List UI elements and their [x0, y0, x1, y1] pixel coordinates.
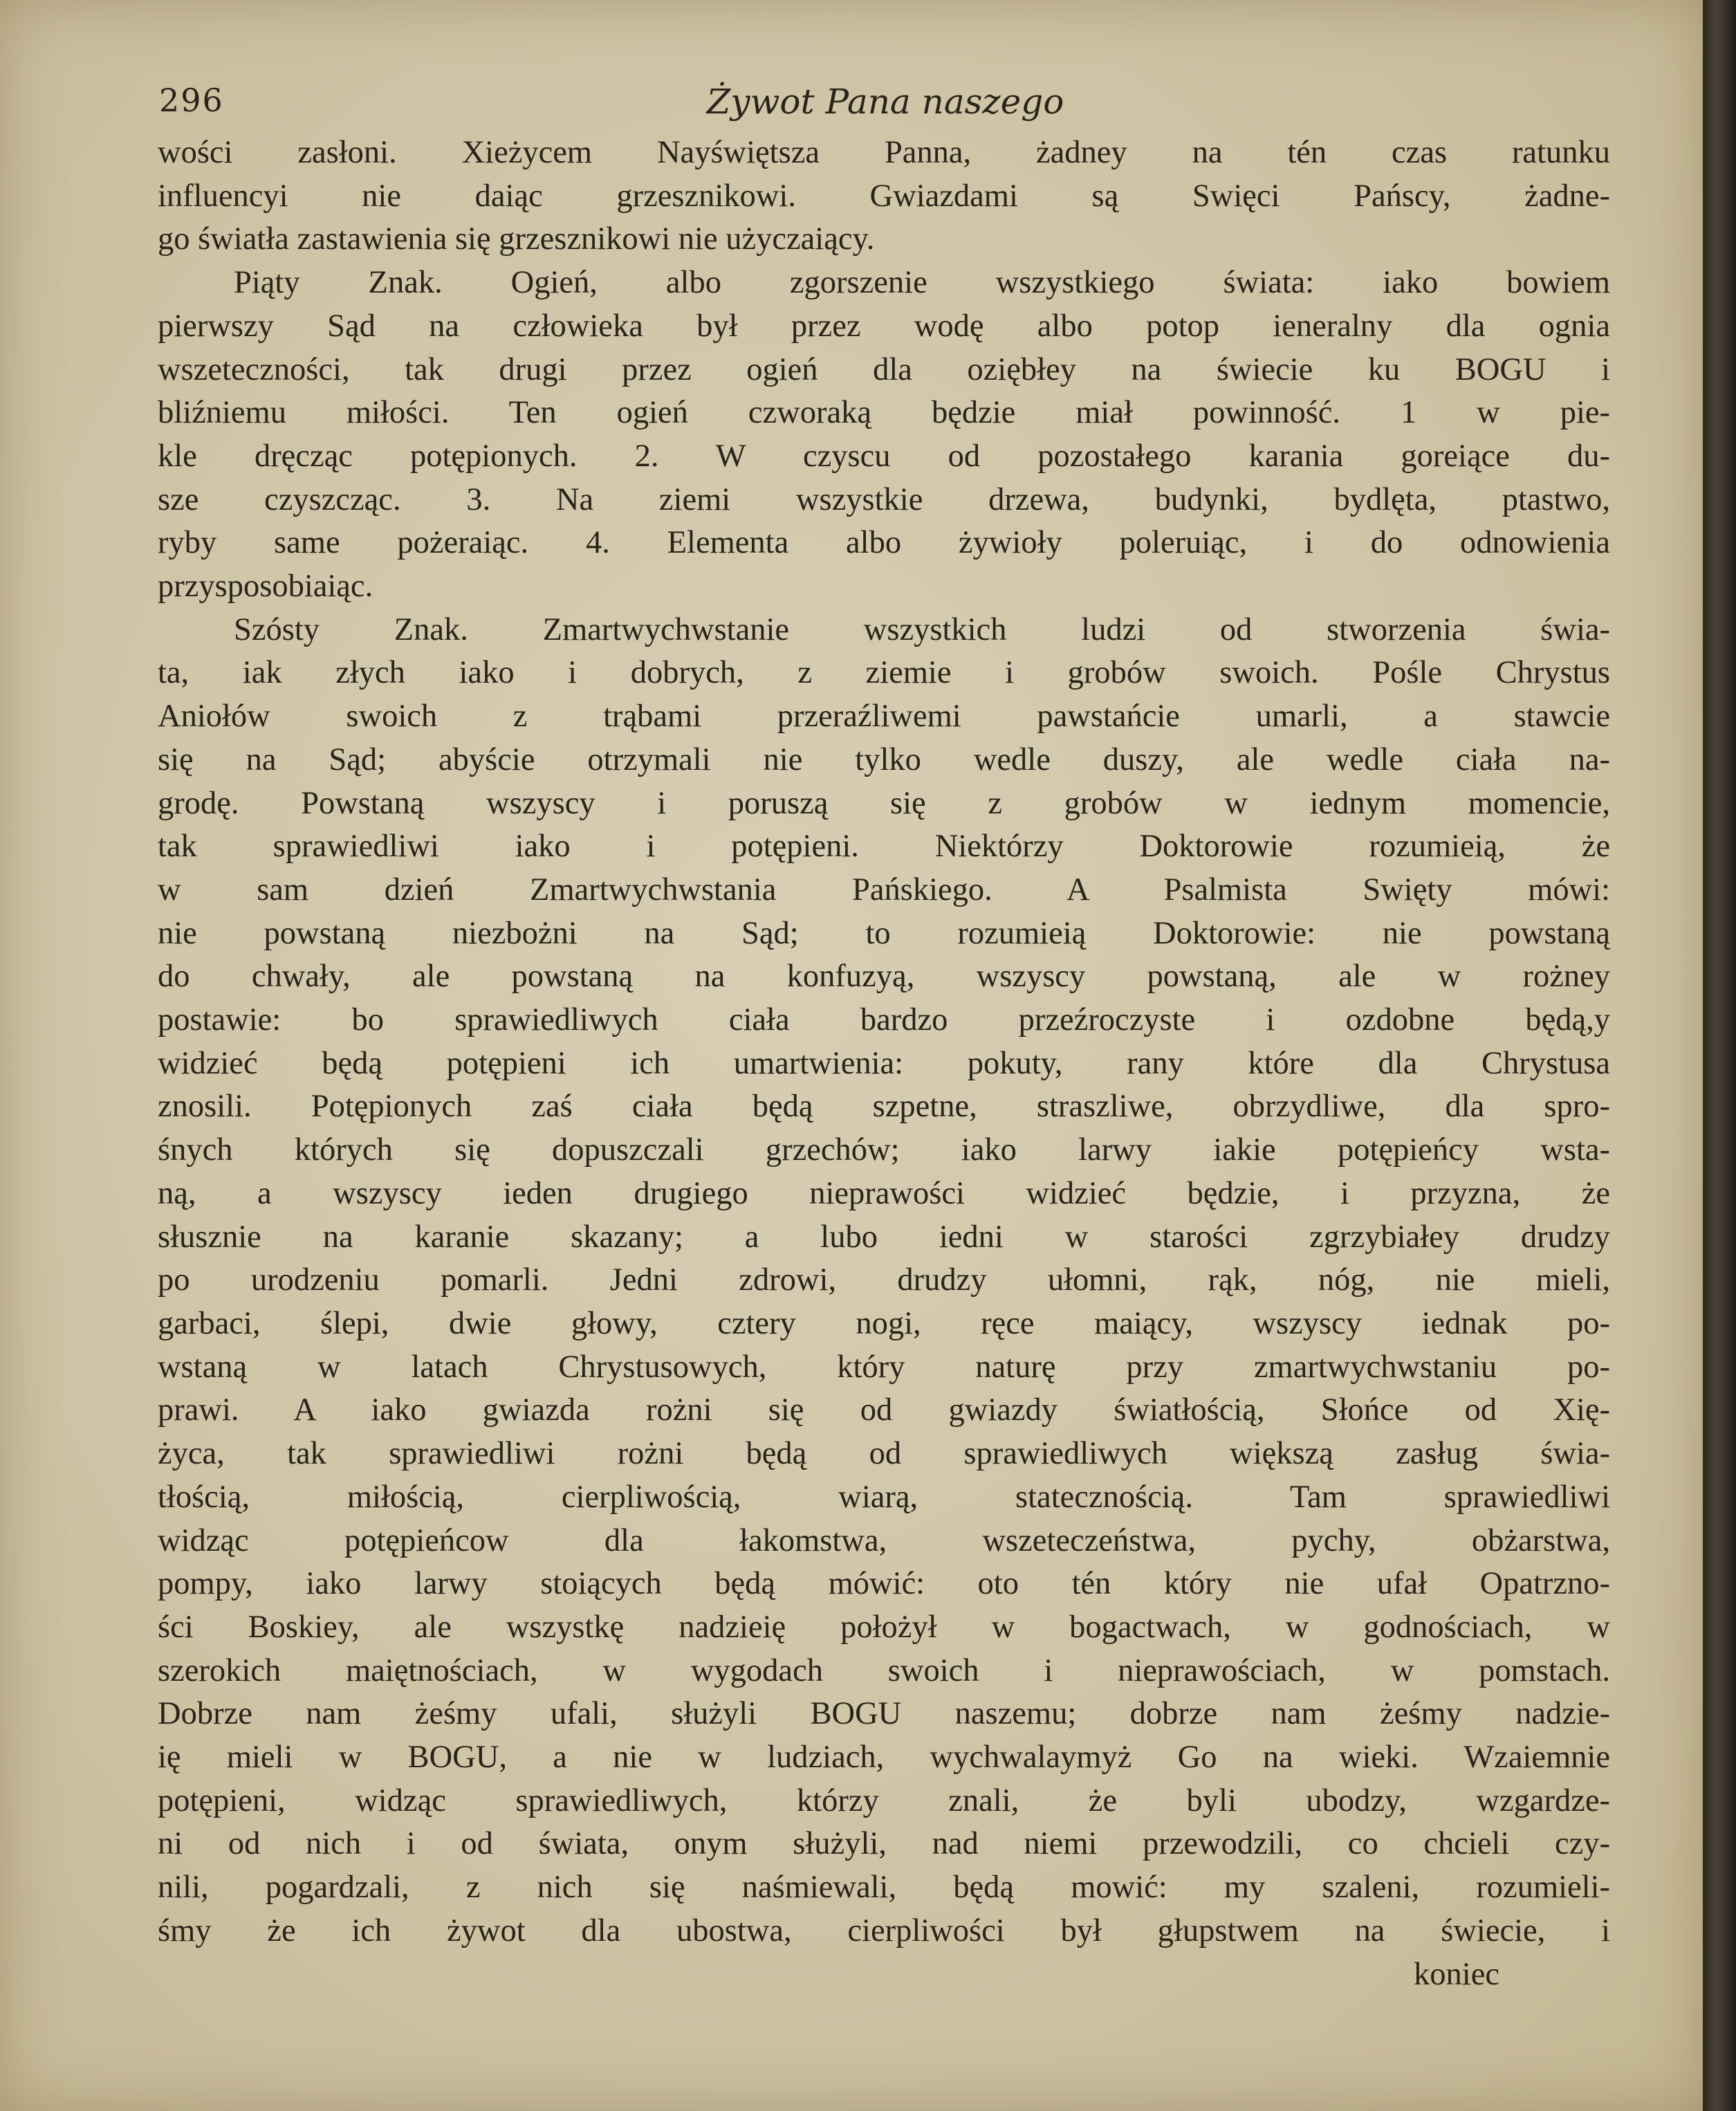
- text-line: nie powstaną niezbożni na Sąd; to rozumieią Doktorowie: nie powstaną: [158, 915, 1610, 951]
- text-line: szerokich maiętnościach, w wygodach swoich i nieprawościach, w pomstach.: [158, 1652, 1610, 1688]
- text-line: ię mieli w BOGU, a nie w ludziach, wychwalaymyż Go na wieki. Wzaiemnie: [158, 1740, 1610, 1776]
- paragraph-start-line: Piąty Znak. Ogień, albo zgorszenie wszystkiego świata: iako bowiem: [234, 265, 1610, 301]
- text-line: widzieć będą potępieni ich umartwienia: pokuty, rany które dla Chrystusa: [158, 1045, 1610, 1081]
- text-line: wszeteczności, tak drugi przez ogień dla oziębłey na świecie ku BOGU i: [158, 351, 1610, 387]
- text-line: influencyi nie daiąc grzesznikowi. Gwiazdami są Swięci Pańscy, żadne-: [158, 178, 1610, 214]
- text-line: widząc potępieńcow dla łakomstwa, wszeteczeństwa, pychy, obżarstwa,: [158, 1522, 1610, 1558]
- body-text: [158, 131, 1610, 1996]
- text-line: sze czyszcząc. 3. Na ziemi wszystkie drzewa, budynki, bydlęta, ptastwo,: [158, 481, 1610, 517]
- text-line: życa, tak sprawiedliwi rożni będą od sprawiedliwych większą zasług świa-: [158, 1436, 1610, 1472]
- text-line: ną, a wszyscy ieden drugiego nieprawości widzieć będzie, i przyzna, że: [158, 1175, 1610, 1211]
- book-spine: [1703, 0, 1736, 2111]
- text-line: tak sprawiedliwi iako i potępieni. Niektórzy Doktorowie rozumieią, że: [158, 829, 1610, 865]
- text-line: Dobrze nam żeśmy ufali, służyli BOGU naszemu; dobrze nam żeśmy nadzie-: [158, 1696, 1610, 1732]
- text-line: grodę. Powstaną wszyscy i poruszą się z grobów w iednym momencie,: [158, 785, 1610, 821]
- text-line: postawie: bo sprawiedliwych ciała bardzo przeźroczyste i ozdobne będą,y: [158, 1002, 1610, 1038]
- text-line: potępieni, widząc sprawiedliwych, którzy znali, że byli ubodzy, wzgardze-: [158, 1782, 1610, 1818]
- running-title: Żywot Pana naszego: [706, 82, 1064, 122]
- text-line: słusznie na karanie skazany; a lubo iedni w starości zgrzybiałey drudzy: [158, 1219, 1610, 1255]
- text-line: ni od nich i od świata, onym służyli, nad niemi przewodzili, co chcieli czy-: [158, 1826, 1610, 1862]
- text-line: wości zasłoni. Xieżycem Nayświętsza Panna, żadney na tén czas ratunku: [158, 135, 1610, 170]
- text-line: garbaci, ślepi, dwie głowy, cztery nogi, ręce maiący, wszyscy iednak po-: [158, 1305, 1610, 1341]
- text-line: śmy że ich żywot dla ubostwa, cierpliwości był głupstwem na świecie, i: [158, 1912, 1610, 1948]
- page-header: [159, 82, 1612, 130]
- text-line: śnych których się dopuszczali grzechów; iako larwy iakie potępieńcy wsta-: [158, 1132, 1610, 1168]
- page-number: 296: [159, 82, 224, 119]
- text-line: nili, pogardzali, z nich się naśmiewali, będą mowić: my szaleni, rozumieli-: [158, 1870, 1610, 1906]
- paragraph-start-line: Szósty Znak. Zmartwychwstanie wszystkich ludzi od stworzenia świa-: [234, 611, 1610, 647]
- text-line: tłością, miłością, cierpliwością, wiarą, statecznością. Tam sprawiedliwi: [158, 1479, 1610, 1515]
- text-line: Aniołów swoich z trąbami przeraźliwemi pawstańcie umarli, a stawcie: [158, 699, 1610, 735]
- text-line: pompy, iako larwy stoiących będą mówić: oto tén który nie ufał Opatrzno-: [158, 1566, 1610, 1602]
- text-line: po urodzeniu pomarli. Jedni zdrowi, drudzy ułomni, rąk, nóg, nie mieli,: [158, 1262, 1610, 1298]
- text-line: przysposobiaiąc.: [158, 569, 373, 605]
- text-line: się na Sąd; abyście otrzymali nie tylko wedle duszy, ale wedle ciała na-: [158, 741, 1610, 777]
- text-line: bliźniemu miłości. Ten ogień czworaką będzie miał powinność. 1 w pie-: [158, 395, 1610, 431]
- text-line: prawi. A iako gwiazda rożni się od gwiazdy światłością, Słońce od Xię-: [158, 1392, 1610, 1428]
- text-line: pierwszy Sąd na człowieka był przez wodę albo potop ieneralny dla ognia: [158, 308, 1610, 344]
- closing-word: koniec: [1414, 1956, 1499, 1992]
- text-line: go światła zastawienia się grzesznikowi nie użyczaiący.: [158, 221, 875, 257]
- text-line: ryby same pożeraiąc. 4. Elementa albo żywioły poleruiąc, i do odnowienia: [158, 525, 1610, 561]
- text-line: znosili. Potępionych zaś ciała będą szpetne, straszliwe, obrzydliwe, dla spro-: [158, 1089, 1610, 1125]
- text-line: ta, iak złych iako i dobrych, z ziemie i grobów swoich. Pośle Chrystus: [158, 655, 1610, 691]
- text-line: ści Boskiey, ale wszystkę nadzieię położył w bogactwach, w godnościach, w: [158, 1609, 1610, 1645]
- text-line: w sam dzień Zmartwychwstania Pańskiego. A Psalmista Swięty mówi:: [158, 872, 1610, 907]
- text-line: kle dręcząc potępionych. 2. W czyscu od pozostałego karania goreiące du-: [158, 438, 1610, 474]
- text-line: wstaną w latach Chrystusowych, który naturę przy zmartwychwstaniu po-: [158, 1349, 1610, 1385]
- text-line: do chwały, ale powstaną na konfuzyą, wszyscy powstaną, ale w rożney: [158, 959, 1610, 995]
